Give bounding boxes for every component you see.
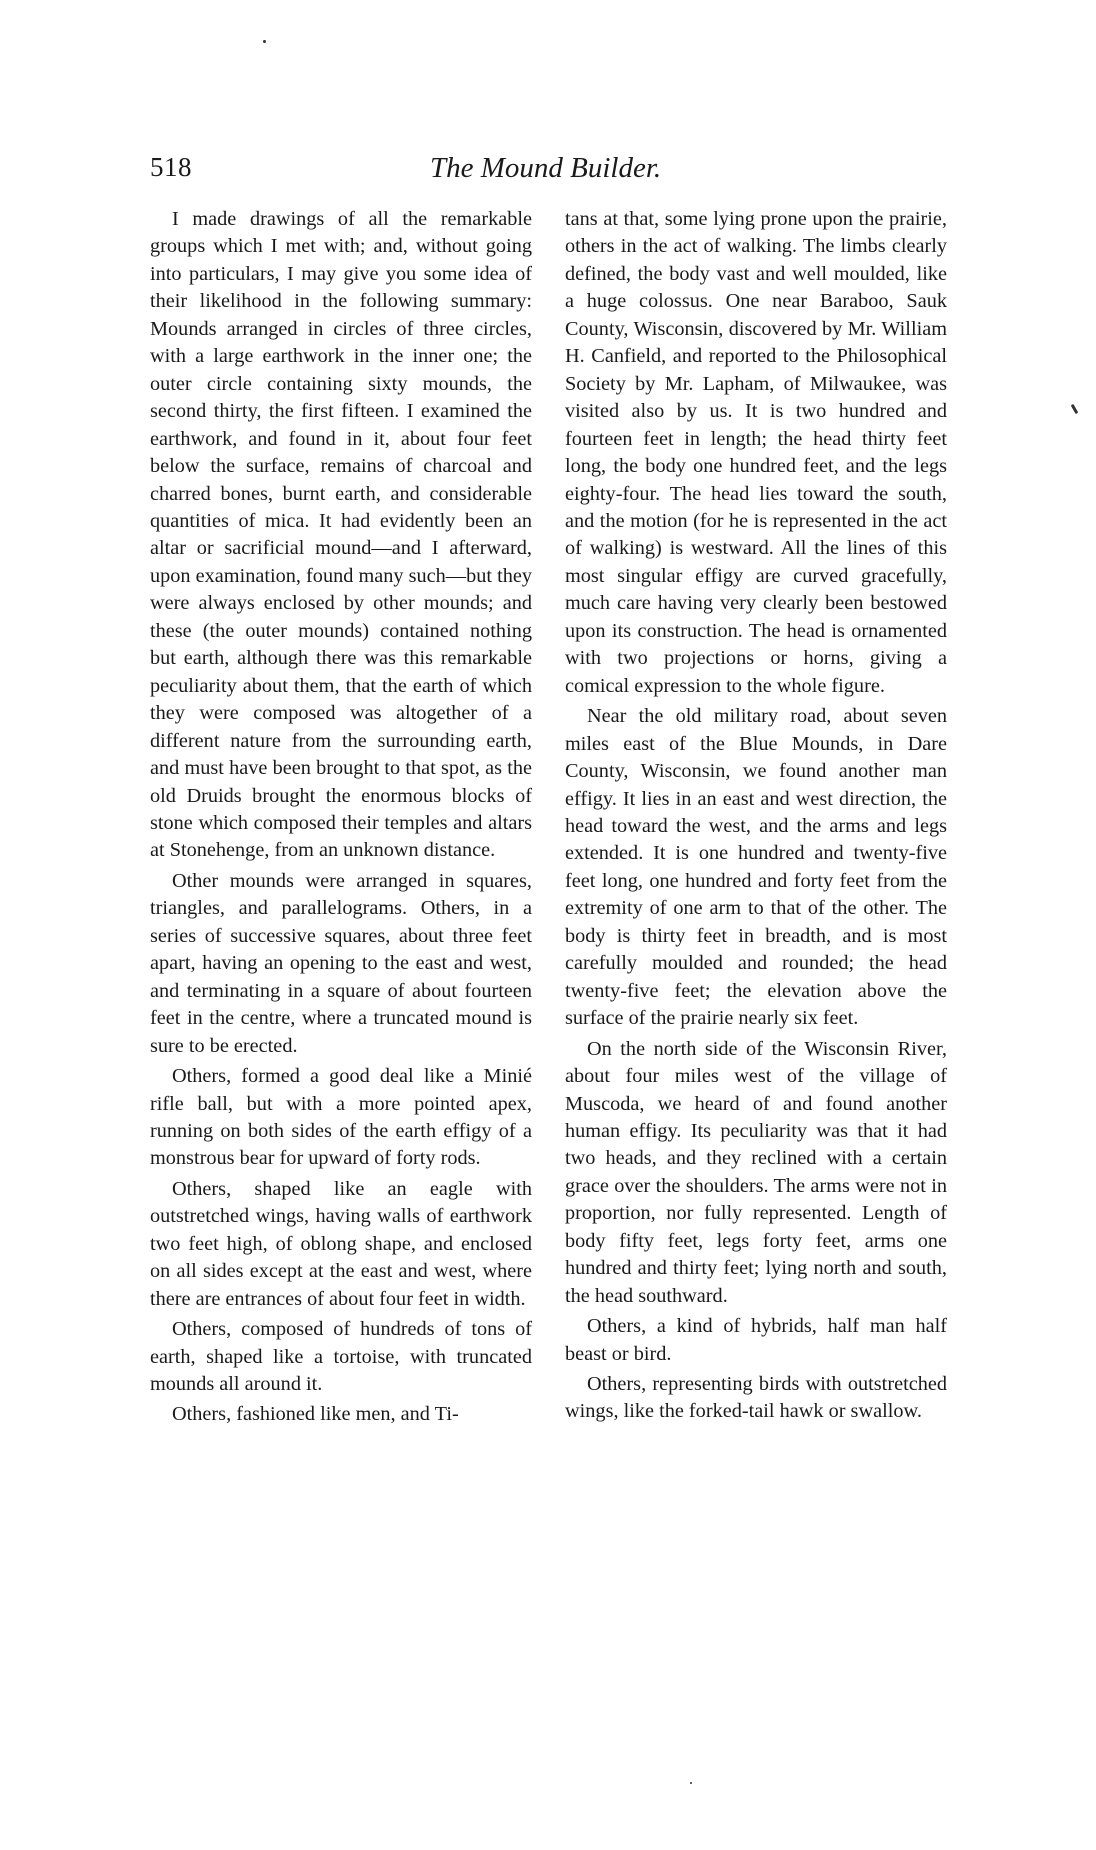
running-title: The Mound Builder. <box>430 152 662 184</box>
scan-speck <box>690 1782 692 1784</box>
page-header <box>150 152 980 192</box>
right-column <box>565 206 947 1429</box>
paragraph: Others, formed a good deal like a Minié rifle ball, but with a more pointed apex, running on both sides of the earth effigy of a monstrous bear for upward of forty rods. <box>150 1065 532 1170</box>
paragraph: Near the old military road, about seven miles east of the Blue Mounds, in Dare County, Wisconsin, we found another man effigy. It lies in an east and west direction, the head toward the west, and the arms and legs extended. It is one hundred and twenty-five feet long, one hundred and forty feet from the extremity of one arm to that of the other. The body is thirty feet in breadth, and is most carefully moulded and rounded; the head twenty-five feet; the elevation above the surface of the prairie nearly six feet. <box>565 705 947 1030</box>
paragraph: On the north side of the Wisconsin River, about four miles west of the village of Muscoda, we heard of and found another human effigy. Its peculiarity was that it had two heads, and they reclined with a certain grace over the shoulders. The arms were not in proportion, nor fully represented. Length of body fifty feet, legs forty feet, arms one hundred and thirty feet; lying north and south, the head southward. <box>565 1037 947 1307</box>
scan-speck <box>1071 404 1079 414</box>
paragraph: Others, fashioned like men, and Ti- <box>172 1403 459 1426</box>
left-column <box>150 206 532 1432</box>
paragraph: Others, composed of hundreds of tons of earth, shaped like a tortoise, with truncated mounds all around it. <box>150 1318 532 1396</box>
page-number: 518 <box>150 152 192 182</box>
paragraph: Others, representing birds with outstretched wings, like the forked-tail hawk or swallow. <box>565 1373 947 1423</box>
paragraph: Other mounds were arranged in squares, triangles, and parallelograms. Others, in a series of successive squares, about three feet apart, having an opening to the east and west, and terminating in a square of about fourteen feet in the centre, where a truncated mound is sure to be erected. <box>150 869 532 1057</box>
paragraph: Others, a kind of hybrids, half man half beast or bird. <box>565 1315 947 1365</box>
paragraph: I made drawings of all the remarkable groups which I met with; and, without going into particulars, I may give you some idea of their likelihood in the following summary: Mounds arranged in circles of three circles, with a large earthwork in the inner one; the outer circle containing sixty mounds, the second thirty, the first fifteen. I examined the earthwork, and found in it, about four feet below the surface, remains of charcoal and charred bones, burnt earth, and considerable quantities of mica. It had evidently been an altar or sacrificial mound—and I afterward, upon examination, found many such—but they were always enclosed by other mounds; and these (the outer mounds) contained nothing but earth, although there was this remarkable peculiarity about them, that the earth of which they were composed was altogether of a different nature from the surrounding earth, and must have been brought to that spot, as the old Druids brought the enormous blocks of stone which composed their temples and altars at Stonehenge, from an unknown distance. <box>150 208 532 862</box>
paragraph: Others, shaped like an eagle with outstretched wings, having walls of earthwork two feet high, of oblong shape, and enclosed on all sides except at the east and west, where there are entrances of about four feet in width. <box>150 1177 532 1310</box>
paragraph-continued: tans at that, some lying prone upon the prairie, others in the act of walking. The limbs clearly defined, the body vast and well moulded, like a huge colossus. One near Baraboo, Sauk County, Wisconsin, discovered by Mr. William H. Canfield, and reported to the Philosophical Society by Mr. Lapham, of Milwaukee, was visited also by us. It is two hundred and fourteen feet in length; the head thirty feet long, the body one hundred feet, and the legs eighty-four. The head lies toward the south, and the motion (for he is represented in the act of walking) is westward. All the lines of this most singular effigy are curved gracefully, much care having very clearly been bestowed upon its construction. The head is ornamented with two projections or horns, giving a comical expression to the whole figure. <box>565 208 947 697</box>
scan-speck <box>263 40 266 43</box>
